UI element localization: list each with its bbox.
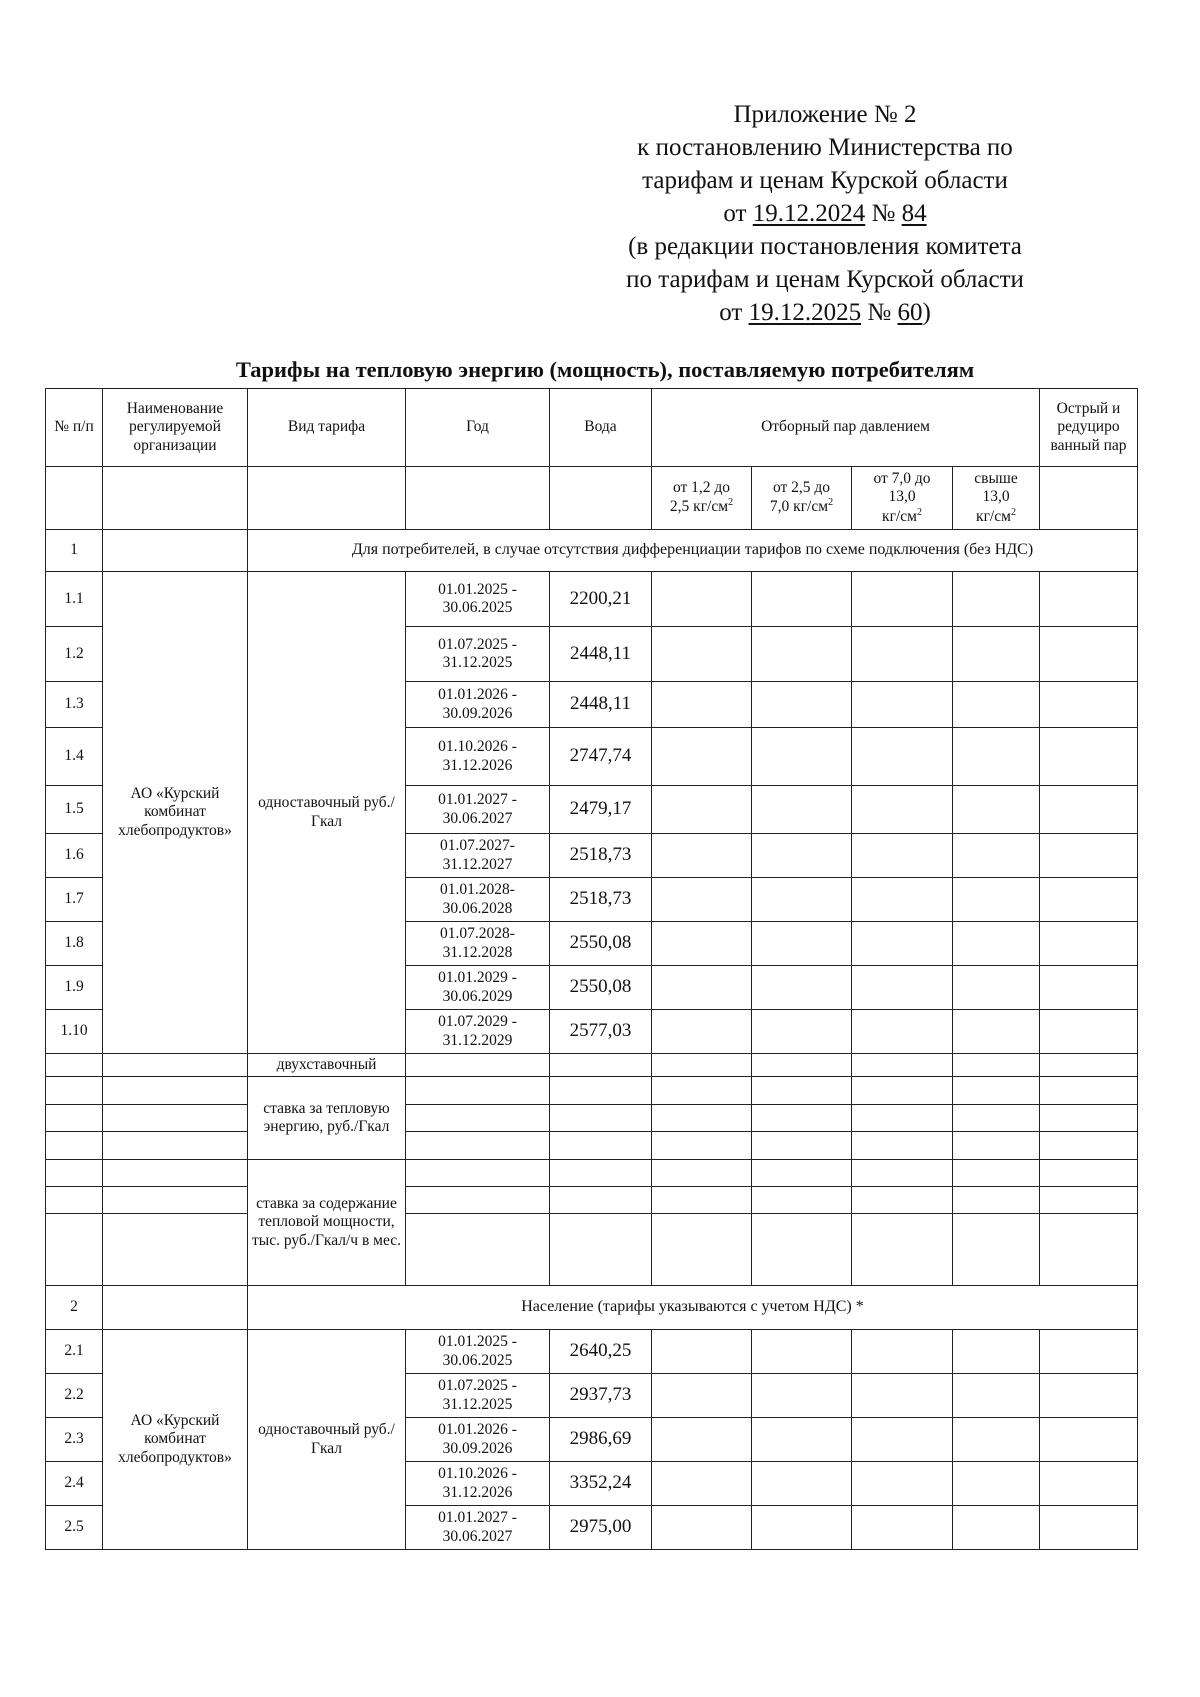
empty-cell (1040, 1105, 1138, 1132)
empty-cell (852, 1105, 953, 1132)
tariff-period (406, 728, 550, 786)
sub-col-2-5-7-0 (752, 467, 852, 530)
empty-cell (752, 1077, 852, 1105)
header-line: к постановлению Министерства по (637, 134, 1013, 161)
text: от 1,2 до (672, 479, 731, 497)
empty-cell (752, 627, 852, 682)
empty-cell (550, 1187, 652, 1214)
empty-cell (1040, 1418, 1138, 1462)
col-num-header: № п/п (46, 389, 103, 467)
table-row (46, 1132, 1138, 1160)
empty-cell (953, 1214, 1040, 1286)
tariff-period (406, 1506, 550, 1550)
water-tariff-value: 2200,21 (550, 572, 652, 627)
empty-cell (852, 1077, 953, 1105)
cell-line: 01.01.2027 - (438, 1509, 517, 1527)
document-title: Тарифы на тепловую энергию (мощность), поставляемую потребителям (235, 357, 975, 382)
empty-cell (752, 1374, 852, 1418)
empty-cell (852, 1418, 953, 1462)
superscript: 2 (828, 497, 834, 509)
row-number: 2.5 (46, 1506, 103, 1550)
cell-line: 30.06.2029 (442, 987, 513, 1005)
table-row (46, 1077, 1138, 1105)
empty-cell (953, 1462, 1040, 1506)
superscript: 2 (1010, 506, 1016, 518)
row-number: 2.1 (46, 1330, 103, 1374)
water-tariff-value: 2518,73 (550, 834, 652, 878)
empty-cell (103, 1105, 248, 1132)
empty-cell (852, 572, 953, 627)
table-row (46, 1286, 1138, 1330)
document-header (560, 98, 1090, 329)
empty-cell (752, 834, 852, 878)
row-number: 1.7 (46, 878, 103, 922)
empty-cell (652, 1077, 752, 1105)
empty-cell (46, 1160, 103, 1187)
empty-cell (1040, 1506, 1138, 1550)
header-line (560, 197, 1090, 230)
cell-line: 31.12.2028 (442, 943, 513, 961)
superscript: 2 (916, 506, 922, 518)
water-tariff-value: 2518,73 (550, 878, 652, 922)
empty-cell (953, 1132, 1040, 1160)
empty-cell (752, 572, 852, 627)
empty-cell (550, 1132, 652, 1160)
empty-cell (852, 627, 953, 682)
empty-cell (1040, 1054, 1138, 1077)
empty-cell (852, 1374, 953, 1418)
empty-cell (46, 1187, 103, 1214)
empty-cell (406, 1132, 550, 1160)
text: 13,0 (888, 488, 916, 506)
row-number: 1.3 (46, 682, 103, 728)
cell-line (855, 488, 949, 506)
cell-line: 30.06.2027 (442, 809, 513, 827)
empty-cell (953, 878, 1040, 922)
empty-cell (752, 1160, 852, 1187)
tariff-period (406, 1374, 550, 1418)
empty-cell (103, 1214, 248, 1286)
empty-cell (752, 1330, 852, 1374)
col-sharp-steam-header: Острый и редуциро ванный пар (1040, 389, 1138, 467)
empty-cell (953, 786, 1040, 834)
row-number: 1.8 (46, 922, 103, 966)
cell-line: 31.12.2029 (442, 1031, 513, 1049)
empty-cell (953, 572, 1040, 627)
empty-cell (1040, 1374, 1138, 1418)
empty-cell (652, 1418, 752, 1462)
cell-line: 01.10.2026 - (438, 1465, 517, 1483)
tariff-type: одноставочный руб./Гкал (248, 572, 406, 1054)
tariff-period (406, 572, 550, 627)
table-row (46, 1330, 1138, 1374)
resolution-date: 19.12.2024 (752, 200, 866, 227)
tariff-period (406, 1418, 550, 1462)
empty-cell (550, 1054, 652, 1077)
empty-cell (752, 786, 852, 834)
empty-cell (752, 1132, 852, 1160)
empty-cell (953, 1187, 1040, 1214)
empty-cell (652, 682, 752, 728)
empty-cell (1040, 1010, 1138, 1054)
empty-cell (248, 467, 406, 530)
table-row (46, 1187, 1138, 1214)
empty-cell (752, 1214, 852, 1286)
empty-cell (1040, 1132, 1138, 1160)
empty-cell (1040, 1462, 1138, 1506)
section-number: 2 (46, 1286, 103, 1330)
tariff-type: одноставочный руб./Гкал (248, 1330, 406, 1550)
water-tariff-value: 2550,08 (550, 966, 652, 1010)
tariff-period (406, 786, 550, 834)
row-number: 2.3 (46, 1418, 103, 1462)
empty-cell (852, 1054, 953, 1077)
empty-cell (1040, 1187, 1138, 1214)
empty-cell (752, 1418, 852, 1462)
cell-line: 01.10.2026 - (438, 738, 517, 756)
empty-cell (752, 728, 852, 786)
tariff-period (406, 1010, 550, 1054)
revision-number: 60 (897, 299, 923, 326)
empty-cell (550, 1160, 652, 1187)
empty-cell (752, 966, 852, 1010)
empty-cell (652, 834, 752, 878)
text: кг/см (882, 507, 917, 525)
text: 2,5 кг/см (669, 498, 729, 516)
empty-cell (652, 786, 752, 834)
empty-cell (852, 966, 953, 1010)
empty-cell (752, 682, 852, 728)
sub-col-above-13-0 (953, 467, 1040, 530)
empty-cell (652, 1506, 752, 1550)
row-number: 1.1 (46, 572, 103, 627)
empty-cell (46, 1077, 103, 1105)
empty-cell (103, 1132, 248, 1160)
empty-cell (953, 1160, 1040, 1187)
empty-cell (1040, 922, 1138, 966)
section-number: 1 (46, 530, 103, 572)
row-number: 1.4 (46, 728, 103, 786)
empty-cell (406, 1214, 550, 1286)
tariffs-table (45, 388, 1138, 1550)
empty-cell (103, 1077, 248, 1105)
cell-line: 31.12.2026 (442, 756, 513, 774)
empty-cell (752, 1054, 852, 1077)
water-tariff-value: 2747,74 (550, 728, 652, 786)
empty-cell (852, 1187, 953, 1214)
cell-line (655, 497, 748, 516)
empty-cell (103, 1054, 248, 1077)
cell-line: 01.01.2025 - (438, 580, 517, 598)
empty-cell (550, 1214, 652, 1286)
water-tariff-value: 3352,24 (550, 1462, 652, 1506)
empty-cell (652, 1214, 752, 1286)
empty-cell (103, 467, 248, 530)
superscript: 2 (728, 497, 734, 509)
table-row (46, 1054, 1138, 1077)
empty-cell (953, 922, 1040, 966)
empty-cell (1040, 1214, 1138, 1286)
empty-cell (752, 1187, 852, 1214)
cell-line: 31.12.2025 (442, 1395, 513, 1413)
water-tariff-value: 2986,69 (550, 1418, 652, 1462)
tariff-period (406, 878, 550, 922)
text: от (723, 200, 753, 227)
empty-cell (852, 1214, 953, 1286)
row-number: 1.2 (46, 627, 103, 682)
water-tariff-value: 2937,73 (550, 1374, 652, 1418)
empty-cell (652, 1054, 752, 1077)
empty-cell (953, 627, 1040, 682)
empty-cell (46, 1054, 103, 1077)
cell-line: 30.06.2028 (442, 899, 513, 917)
water-tariff-value: 2448,11 (550, 682, 652, 728)
empty-cell (852, 922, 953, 966)
empty-cell (652, 1132, 752, 1160)
empty-cell (1040, 682, 1138, 728)
cell-line: 30.09.2026 (442, 1439, 513, 1457)
empty-cell (406, 1187, 550, 1214)
table-row (46, 467, 1138, 530)
two-part-tariff-label: двухставочный (248, 1054, 406, 1077)
empty-cell (852, 1330, 953, 1374)
sub-col-1-2-2-5 (652, 467, 752, 530)
section-title: Для потребителей, в случае отсутствия дифференциации тарифов по схеме подключения (без НДС) (248, 530, 1138, 572)
text: кг/см (976, 507, 1011, 525)
cell-line: 01.07.2029 - (438, 1013, 517, 1031)
empty-cell (652, 627, 752, 682)
empty-cell (103, 530, 248, 572)
empty-cell (752, 1010, 852, 1054)
empty-cell (953, 1418, 1040, 1462)
empty-cell (46, 1132, 103, 1160)
cell-line: 31.12.2025 (442, 654, 513, 671)
cell-line (855, 470, 949, 488)
cell-line: 01.01.2026 - (438, 1421, 517, 1439)
cell-line: 01.07.2025 - (438, 1377, 517, 1395)
cell-line: 01.07.2028- (440, 925, 515, 943)
empty-cell (953, 1330, 1040, 1374)
section-title: Население (тарифы указываются с учетом НДС) * (248, 1286, 1138, 1330)
text: свыше (974, 470, 1018, 487)
empty-cell (852, 682, 953, 728)
rate-energy-label: ставка за тепловую энергию, руб./Гкал (248, 1077, 406, 1160)
empty-cell (406, 1160, 550, 1187)
tariff-period (406, 1330, 550, 1374)
empty-cell (406, 467, 550, 530)
text: от 7,0 до (873, 470, 931, 487)
empty-cell (852, 878, 953, 922)
rate-capacity-label: ставка за содержание тепловой мощности, тыс. руб./Гкал/ч в мес. (248, 1160, 406, 1286)
text: 13,0 (982, 488, 1010, 506)
tariff-period (406, 834, 550, 878)
empty-cell (1040, 627, 1138, 682)
tariff-period (406, 627, 550, 682)
row-number: 1.9 (46, 966, 103, 1010)
cell-line: 30.06.2027 (442, 1527, 513, 1545)
empty-cell (652, 728, 752, 786)
empty-cell (652, 1330, 752, 1374)
empty-cell (406, 1054, 550, 1077)
empty-cell (752, 1105, 852, 1132)
table-row (46, 1160, 1138, 1187)
table-row (46, 530, 1138, 572)
empty-cell (852, 728, 953, 786)
empty-cell (852, 834, 953, 878)
empty-cell (1040, 1160, 1138, 1187)
cell-line: 01.07.2025 - (438, 635, 517, 653)
sub-col-7-0-13-0 (852, 467, 953, 530)
empty-cell (46, 467, 103, 530)
empty-cell (752, 1462, 852, 1506)
empty-cell (752, 878, 852, 922)
row-number: 2.4 (46, 1462, 103, 1506)
empty-cell (953, 1054, 1040, 1077)
empty-cell (550, 1077, 652, 1105)
empty-cell (652, 1105, 752, 1132)
empty-cell (953, 1374, 1040, 1418)
water-tariff-value: 2479,17 (550, 786, 652, 834)
empty-cell (752, 1506, 852, 1550)
cell-line: 01.01.2028- (440, 881, 515, 899)
empty-cell (852, 1462, 953, 1506)
empty-cell (652, 1462, 752, 1506)
header-line: Приложение № 2 (733, 101, 917, 128)
empty-cell (852, 1160, 953, 1187)
cell-line (755, 497, 848, 516)
empty-cell (1040, 572, 1138, 627)
empty-cell (652, 922, 752, 966)
tariff-period (406, 922, 550, 966)
empty-cell (652, 1187, 752, 1214)
empty-cell (1040, 1330, 1138, 1374)
cell-line: 01.01.2027 - (438, 791, 517, 809)
empty-cell (852, 1506, 953, 1550)
organization-name: АО «Курский комбинат хлебопродуктов» (103, 572, 248, 1054)
empty-cell (406, 1105, 550, 1132)
cell-line (655, 479, 748, 497)
text: от 2,5 до (772, 479, 831, 497)
row-number: 2.2 (46, 1374, 103, 1418)
tariff-period (406, 1462, 550, 1506)
water-tariff-value: 2550,08 (550, 922, 652, 966)
col-org-header: Наименование регулируемой организации (103, 389, 248, 467)
empty-cell (1040, 728, 1138, 786)
empty-cell (953, 1506, 1040, 1550)
empty-cell (46, 1214, 103, 1286)
col-water-header: Вода (550, 389, 652, 467)
row-number: 1.6 (46, 834, 103, 878)
empty-cell (953, 834, 1040, 878)
text: 7,0 кг/см (769, 498, 829, 516)
cell-line (956, 507, 1036, 526)
col-year-header: Год (406, 389, 550, 467)
cell-line (956, 470, 1036, 488)
col-steam-header: Отборный пар давлением (652, 389, 1040, 467)
empty-cell (852, 1010, 953, 1054)
empty-cell (550, 1105, 652, 1132)
empty-cell (406, 1077, 550, 1105)
water-tariff-value: 2448,11 (550, 627, 652, 682)
water-tariff-value: 2577,03 (550, 1010, 652, 1054)
revision-date: 19.12.2025 (748, 299, 862, 326)
empty-cell (652, 966, 752, 1010)
empty-cell (953, 1077, 1040, 1105)
header-line (560, 296, 1090, 329)
empty-cell (1040, 1077, 1138, 1105)
header-line: (в редакции постановления комитета (628, 233, 1022, 260)
cell-line: 30.06.2025 (442, 599, 513, 616)
empty-cell (652, 1374, 752, 1418)
empty-cell (1040, 786, 1138, 834)
table-row (46, 572, 1138, 627)
header-line: тарифам и ценам Курской области (642, 167, 1008, 194)
cell-line: 01.07.2027- (440, 837, 515, 855)
cell-line: 30.06.2025 (442, 1351, 513, 1369)
header-line: по тарифам и ценам Курской области (626, 266, 1024, 293)
empty-cell (550, 467, 652, 530)
empty-cell (1040, 878, 1138, 922)
empty-cell (46, 1105, 103, 1132)
col-type-header: Вид тарифа (248, 389, 406, 467)
organization-name: АО «Курский комбинат хлебопродуктов» (103, 1330, 248, 1550)
cell-line: 30.09.2026 (442, 704, 513, 722)
empty-cell (953, 682, 1040, 728)
cell-line: 01.01.2026 - (438, 686, 517, 704)
cell-line (855, 507, 949, 526)
empty-cell (103, 1187, 248, 1214)
water-tariff-value: 2640,25 (550, 1330, 652, 1374)
table-row (46, 1214, 1138, 1286)
empty-cell (852, 786, 953, 834)
cell-line (755, 479, 848, 497)
empty-cell (1040, 834, 1138, 878)
text: от (719, 299, 749, 326)
cell-line (956, 488, 1036, 506)
water-tariff-value: 2975,00 (550, 1506, 652, 1550)
empty-cell (953, 728, 1040, 786)
empty-cell (103, 1286, 248, 1330)
text: № (861, 299, 898, 326)
table-row (46, 1105, 1138, 1132)
tariff-period (406, 682, 550, 728)
empty-cell (652, 1160, 752, 1187)
resolution-number: 84 (901, 200, 927, 227)
empty-cell (652, 572, 752, 627)
empty-cell (953, 1010, 1040, 1054)
cell-line: 01.01.2025 - (438, 1333, 517, 1351)
empty-cell (953, 966, 1040, 1010)
row-number: 1.5 (46, 786, 103, 834)
row-number: 1.10 (46, 1010, 103, 1054)
cell-line: 01.01.2029 - (438, 969, 517, 987)
empty-cell (1040, 467, 1138, 530)
tariff-period (406, 966, 550, 1010)
empty-cell (103, 1160, 248, 1187)
empty-cell (652, 878, 752, 922)
text: № (865, 200, 902, 227)
cell-line: 31.12.2027 (442, 855, 513, 873)
text: ) (922, 299, 931, 326)
table-row (46, 389, 1138, 467)
empty-cell (1040, 966, 1138, 1010)
cell-line: 31.12.2026 (442, 1483, 513, 1501)
empty-cell (652, 1010, 752, 1054)
empty-cell (752, 922, 852, 966)
empty-cell (953, 1105, 1040, 1132)
empty-cell (852, 1132, 953, 1160)
